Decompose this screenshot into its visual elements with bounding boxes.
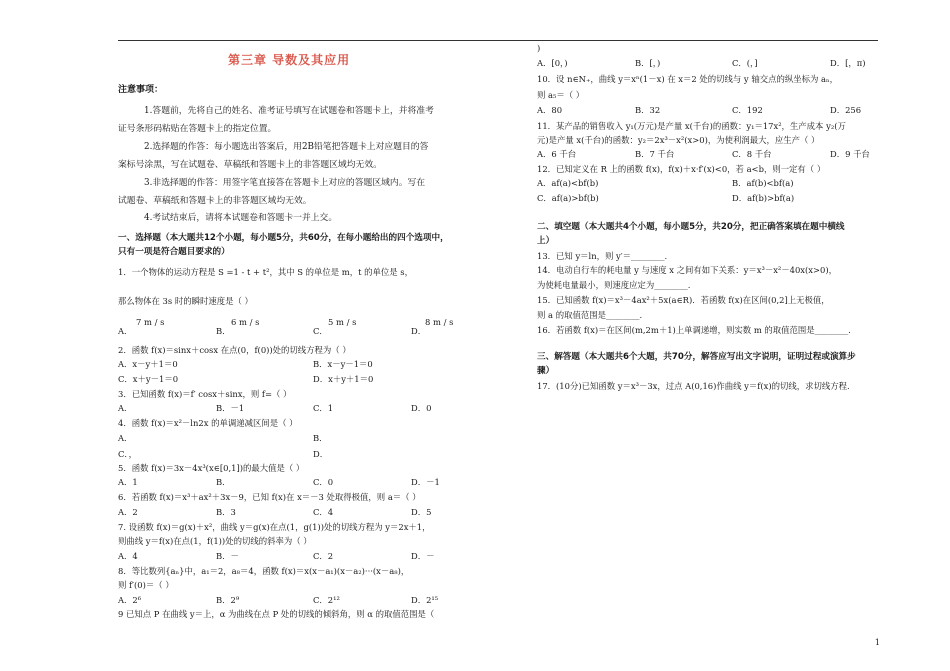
q4-option-c: C．， xyxy=(118,449,137,459)
q11-option-c: C．8 千台 xyxy=(732,149,772,159)
q10-option-b: B．32 xyxy=(635,105,661,115)
question-16: 16．若函数 f(x)＝在区间(m,2m＋1)上单调递增，则实数 m 的取值范围是________. xyxy=(537,325,851,335)
q6-option-d: D．5 xyxy=(411,507,432,517)
question-10-cont: 则 a₅＝（ ） xyxy=(537,90,585,100)
q7-option-d: D．－ xyxy=(411,551,435,561)
q10-option-c: C．192 xyxy=(732,105,763,115)
q11-option-d: D．9 千台 xyxy=(830,149,870,159)
question-4: 4．函数 f(x)＝x²－ln2x 的单调递减区间是（ ） xyxy=(118,418,298,428)
section1-heading-cont: 只有一项是符合题目要求的） xyxy=(118,247,230,257)
q4-options-row1 xyxy=(118,434,472,444)
q11-option-b: B．7 千台 xyxy=(635,149,675,159)
q4-options-row2 xyxy=(118,450,472,460)
q11-options xyxy=(537,150,887,160)
q1-value-d: 8 m / s xyxy=(425,317,454,327)
question-13: 13．已知 y＝ln，则 y′＝________. xyxy=(537,251,668,261)
q3-option-d: D．0 xyxy=(411,403,432,413)
q5-option-d: D．－1 xyxy=(411,477,440,487)
question-2: 2．函数 f(x)＝sinx＋cosx 在点(0，f(0))处的切线方程为（ ） xyxy=(118,345,351,355)
question-11: 11．某产品的销售收入 y₁(万元)是产量 x(千台)的函数：y₁＝17x²，生产成本 y₂(万 xyxy=(537,121,846,131)
q6-options xyxy=(118,508,472,518)
question-12: 12．已知定义在 R 上的函数 f(x)，f(x)＋x·f′(x)<0，若 a<b，则一定有（ ） xyxy=(537,164,826,174)
notice-line: 2.选择题的作答：每小题选出答案后，用2B铅笔把答题卡上对应题目的答 xyxy=(144,142,429,152)
q8-option-c: C．2¹² xyxy=(313,595,340,605)
q9-options xyxy=(537,59,887,69)
q10-option-d: D．256 xyxy=(830,105,862,115)
q12-options-row2 xyxy=(537,194,887,204)
header-rule xyxy=(118,40,878,41)
question-8: 8．等比数列{aₙ}中，a₁＝2，a₈＝4，函数 f(x)＝x(x－a₁)(x－a₂)···(x－a₈)， xyxy=(118,566,410,576)
section3-heading: 三、解答题（本大题共6个大题，共70分，解答应写出文字说明，证明过程或演算步 xyxy=(537,352,856,362)
question-7: 7. 设函数 f(x)＝g(x)＋x²，曲线 y＝g(x)在点(1，g(1))处的切线方程为 y＝2x＋1， xyxy=(118,522,431,532)
q2-option-c: C．x＋y－1＝0 xyxy=(118,374,179,384)
question-1-cont: 那么物体在 3s 时的瞬时速度是（ ） xyxy=(118,296,253,306)
q9-option-a: A．[0，) xyxy=(537,58,568,68)
q1-value-a: 7 m / s xyxy=(136,317,165,327)
q1-value-b: 6 m / s xyxy=(231,317,260,327)
q7-option-a: A．4 xyxy=(118,551,138,561)
q12-option-b: B．af(b)<bf(a) xyxy=(732,178,794,188)
q1-option-c-letter: C． xyxy=(313,326,328,336)
question-11-cont: 元)是产量 x(千台)的函数：y₂＝2x³－x²(x>0)，为使利润最大，应生产（ ） xyxy=(537,135,820,145)
question-3: 3．已知函数 f(x)＝f′ cosx＋sinx，则 f=（ ） xyxy=(118,389,292,399)
q1-value-c: 5 m / s xyxy=(328,317,357,327)
q3-option-b: B．－1 xyxy=(216,403,245,413)
q7-options xyxy=(118,552,472,562)
q12-option-d: D．af(b)>bf(a) xyxy=(732,193,795,203)
q8-option-b: B．2⁹ xyxy=(216,595,240,605)
q3-options xyxy=(118,404,472,414)
q12-option-a: A．af(a)<bf(b) xyxy=(537,178,599,188)
q5-option-a: A．1 xyxy=(118,477,138,487)
question-6: 6．若函数 f(x)＝x³＋ax²＋3x－9，已知 f(x)在 x＝－3 处取得极值，则 a＝（ ） xyxy=(118,492,421,502)
question-5: 5．函数 f(x)＝3x－4x³(x∈[0,1])的最大值是（ ） xyxy=(118,463,305,473)
q12-option-c: C．af(a)>bf(b) xyxy=(537,193,599,203)
q3-option-c: C．1 xyxy=(313,403,334,413)
q7-option-b: B．－ xyxy=(216,551,239,561)
q5-options xyxy=(118,478,472,488)
q6-option-b: B．3 xyxy=(216,507,236,517)
q4-option-b: B． xyxy=(313,433,328,443)
q2-option-d: D．x＋y＋1＝0 xyxy=(313,374,374,384)
question-14: 14．电动自行车的耗电量 y 与速度 x 之间有如下关系：y＝x³－x²－40x(x>0)， xyxy=(537,265,838,275)
q10-option-a: A．80 xyxy=(537,105,563,115)
q2-option-b: B．x－y－1＝0 xyxy=(313,359,373,369)
notice-line: 案标号涂黑，写在试题卷、草稿纸和答题卡上的非答题区域均无效。 xyxy=(118,160,382,170)
q5-option-c: C．0 xyxy=(313,477,334,487)
section1-heading: 一、选择题（本大题共12个小题，每小题5分，共60分，在每小题给出的四个选项中， xyxy=(118,233,449,243)
q11-option-a: A．6 千台 xyxy=(537,149,577,159)
notice-line: 试题卷、草稿纸和答题卡上的非答题区域均无效。 xyxy=(118,196,312,206)
question-10: 10．设 n∈N₊，曲线 y＝xⁿ(1－x) 在 x＝2 处的切线与 y 轴交点的纵坐标为 aₙ， xyxy=(537,74,838,84)
q4-option-a: A． xyxy=(118,433,133,443)
q9-option-b: B．[，) xyxy=(635,58,661,68)
notice-line: 1.答题前，先将自己的姓名、准考证号填写在试题卷和答题卡上，并将准考 xyxy=(144,106,434,116)
q1-option-a-letter: A． xyxy=(118,326,133,336)
page-title: 第三章 导数及其应用 xyxy=(228,53,351,67)
page-number: 1 xyxy=(874,638,880,647)
q9-option-d: D．[，π) xyxy=(830,58,866,68)
q1-option-letters xyxy=(118,327,472,337)
notice-line: 证号条形码粘贴在答题卡上的指定位置。 xyxy=(118,124,277,134)
notice-heading: 注意事项： xyxy=(118,85,164,95)
q9-option-c: C．(，] xyxy=(732,58,758,68)
section2-heading-cont: 上） xyxy=(537,236,555,246)
q10-options xyxy=(537,106,887,116)
section3-heading-cont: 骤） xyxy=(537,366,555,376)
q5-option-b: B． xyxy=(216,477,231,487)
q1-option-b-letter: B． xyxy=(216,326,231,336)
section2-heading: 二、填空题（本大题共4个小题，每小题5分，共20分，把正确答案填在题中横线 xyxy=(537,222,845,232)
q8-option-d: D．2¹⁵ xyxy=(411,595,439,605)
q12-options-row1 xyxy=(537,179,887,189)
q4-option-d: D． xyxy=(313,449,329,459)
q8-option-a: A．2⁶ xyxy=(118,595,142,605)
question-15-cont: 则 a 的取值范围是________. xyxy=(537,310,643,320)
question-9-close: ) xyxy=(537,43,541,53)
question-17: 17．(10分)已知函数 y＝x³－3x，过点 A(0,16)作曲线 y＝f(x)的切线，求切线方程. xyxy=(537,381,850,391)
question-14-cont: 为使耗电量最小，则速度应定为________. xyxy=(537,280,691,290)
question-15: 15．已知函数 f(x)＝x³－4ax²＋5x(a∈R)．若函数 f(x)在区间(0,2]上无极值， xyxy=(537,295,830,305)
q2-option-a: A．x－y＋1＝0 xyxy=(118,359,178,369)
q6-option-c: C．4 xyxy=(313,507,334,517)
q6-option-a: A．2 xyxy=(118,507,138,517)
q7-option-c: C．2 xyxy=(313,551,334,561)
question-1: 1．一个物体的运动方程是 S =1 - t + t²，其中 S 的单位是 m，t 的单位是 s， xyxy=(118,267,413,277)
question-9: 9 已知点 P 在曲线 y＝上，α 为曲线在点 P 处的切线的倾斜角，则 α 的取值范围是（ xyxy=(118,609,435,619)
q2-options-row1 xyxy=(118,360,472,370)
question-7-cont: 则曲线 y＝f(x)在点(1，f(1))处的切线的斜率为（ ） xyxy=(118,536,312,546)
q8-options xyxy=(118,596,472,606)
q2-options-row2 xyxy=(118,375,472,385)
q1-option-d-letter: D． xyxy=(411,326,427,336)
q3-option-a: A． xyxy=(118,403,133,413)
question-8-cont: 则 f′(0)＝（ ） xyxy=(118,580,174,590)
notice-line: 4.考试结束后，请将本试题卷和答题卡一并上交。 xyxy=(144,213,338,223)
notice-line: 3.非选择题的作答：用签字笔直接答在答题卡上对应的答题区域内。写在 xyxy=(144,178,426,188)
